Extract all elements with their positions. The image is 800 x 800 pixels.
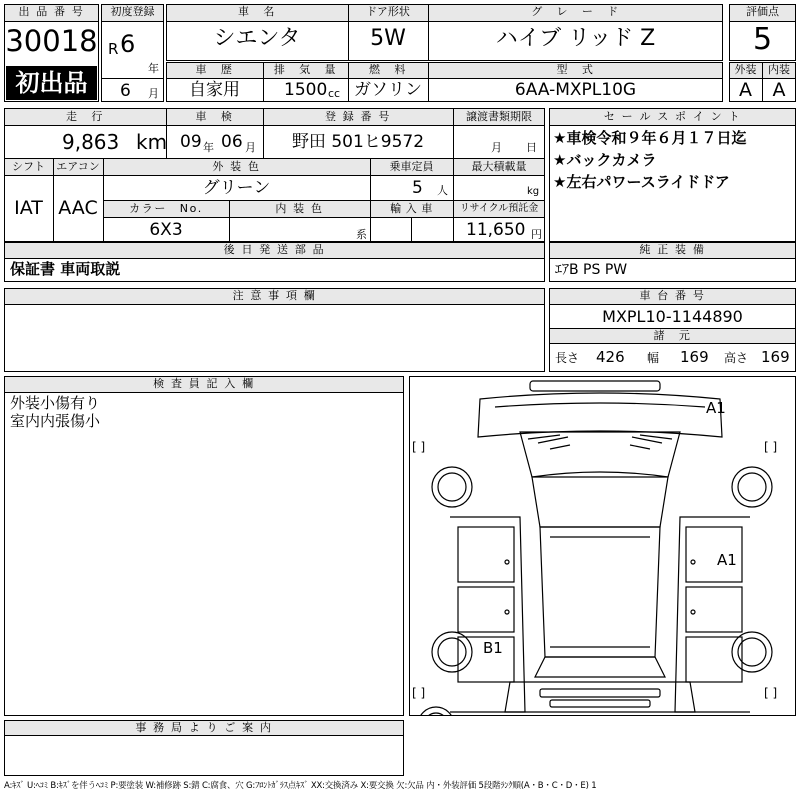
interior-grade: A bbox=[772, 79, 786, 101]
bracket-left-bottom: [ ] bbox=[412, 686, 426, 700]
width: 169 bbox=[680, 348, 709, 366]
model-label: 型 式 bbox=[556, 63, 595, 76]
transfer-doc-label: 譲渡書類期限 bbox=[466, 110, 532, 123]
lot-number-label: 出 品 番 号 bbox=[18, 5, 85, 18]
inspection-month: 06 bbox=[221, 132, 243, 152]
width-label: 幅 bbox=[647, 351, 660, 365]
height-label: 高さ bbox=[724, 351, 749, 365]
damage-mark-right-door: A1 bbox=[717, 551, 737, 569]
int-color-unit: 系 bbox=[356, 228, 367, 241]
inspection-year: 09 bbox=[180, 132, 202, 152]
registration-year: 6 bbox=[120, 30, 136, 58]
damage-mark-left-rear: B1 bbox=[483, 639, 503, 657]
era-mark: R bbox=[108, 40, 119, 58]
caution-label: 注 意 事 項 欄 bbox=[232, 289, 317, 302]
later-parts: 保証書 車両取説 bbox=[10, 260, 121, 278]
sales-point-3: ★左右パワースライドドア bbox=[553, 173, 730, 191]
mileage: 9,863 bbox=[62, 130, 120, 154]
history: 自家用 bbox=[189, 80, 240, 100]
ext-color: グリーン bbox=[202, 178, 271, 198]
plate-number: 野田 501ヒ9572 bbox=[291, 132, 425, 152]
bracket-left-top: [ ] bbox=[412, 440, 426, 454]
chassis-number: MXPL10-1144890 bbox=[602, 307, 743, 326]
displacement-label: 排 気 量 bbox=[273, 63, 338, 76]
transfer-month-unit: 月 bbox=[491, 141, 502, 154]
max-load-label: 最大積載量 bbox=[471, 160, 527, 173]
ext-color-label: 外 装 色 bbox=[212, 160, 261, 173]
height: 169 bbox=[761, 348, 790, 366]
max-load-unit: kg bbox=[527, 186, 540, 197]
car-diagram-svg bbox=[410, 377, 795, 715]
recycle-label: リサイクル預託金 bbox=[459, 203, 539, 214]
equipment-label: 純 正 装 備 bbox=[639, 243, 706, 256]
chassis-label: 車 台 番 号 bbox=[639, 289, 706, 302]
shift-label: シフト bbox=[12, 160, 45, 173]
inspector-note-2: 室内内張傷小 bbox=[10, 412, 101, 430]
displacement: 1500 bbox=[284, 80, 328, 100]
sales-point-1: ★車検令和９年６月１７日迄 bbox=[553, 129, 747, 147]
history-label: 車 歴 bbox=[195, 63, 234, 76]
damage-mark-front: A1 bbox=[706, 399, 726, 417]
ac-label: エアコン bbox=[56, 160, 100, 173]
grade-label: グ レ ー ド bbox=[531, 5, 620, 18]
inspection-label: 車 検 bbox=[195, 110, 234, 123]
year-unit: 年 bbox=[148, 62, 159, 75]
first-listing-badge: 初出品 bbox=[6, 66, 97, 100]
month-unit: 月 bbox=[148, 87, 159, 100]
car-name-label: 車 名 bbox=[238, 5, 276, 18]
car-name: シエンタ bbox=[213, 26, 301, 51]
inspector-label: 検 査 員 記 入 欄 bbox=[153, 377, 255, 390]
later-parts-label: 後 日 発 送 部 品 bbox=[223, 243, 326, 256]
legend: A:ｷｽﾞ U:ﾍｺﾐ B:ｷｽﾞを伴うﾍｺﾐ P:要塗装 W:補修跡 S:錆 C:腐食、穴 G:ﾌﾛﾝﾄｶﾞﾗｽ点ｷｽﾞ XX:交換済み X:要交換 欠:欠品 内・外装評価 5段階ﾗﾝｸ順(A・B・C・D・E) 1 bbox=[4, 781, 597, 791]
recycle-unit: 円 bbox=[531, 228, 542, 241]
inspector-note-1: 外装小傷有り bbox=[10, 394, 101, 412]
inspection-year-unit: 年 bbox=[203, 141, 214, 154]
lot-number: 30018 bbox=[5, 24, 98, 58]
mileage-unit: km bbox=[136, 130, 168, 154]
bracket-right-top: [ ] bbox=[764, 440, 778, 454]
score-label: 評価点 bbox=[746, 5, 779, 18]
ac: AAC bbox=[58, 197, 98, 219]
grade: ハイブ リッド Z bbox=[495, 26, 656, 51]
int-color-label: 内 装 色 bbox=[275, 202, 324, 215]
plate-label: 登 録 番 号 bbox=[324, 110, 392, 123]
color-no: 6X3 bbox=[149, 220, 183, 240]
recycle-fee: 11,650 bbox=[466, 220, 526, 240]
color-no-label: カラー No. bbox=[129, 202, 203, 215]
bracket-right-bottom: [ ] bbox=[764, 686, 778, 700]
interior-label: 内装 bbox=[768, 63, 790, 76]
score: 5 bbox=[752, 22, 773, 57]
length-label: 長さ bbox=[555, 351, 580, 365]
mileage-label: 走 行 bbox=[66, 110, 104, 123]
capacity-label: 乗車定員 bbox=[389, 160, 434, 173]
sales-points-label: セ ー ル ス ポ イ ン ト bbox=[603, 110, 742, 123]
exterior-grade: A bbox=[739, 79, 752, 101]
model-code: 6AA-MXPL10G bbox=[514, 80, 637, 100]
transfer-day-unit: 日 bbox=[526, 141, 537, 154]
equipment: ｴｱB PS PW bbox=[555, 262, 628, 278]
capacity-unit: 人 bbox=[437, 184, 448, 197]
exterior-label: 外装 bbox=[734, 63, 757, 76]
sales-point-2: ★バックカメラ bbox=[553, 151, 657, 169]
fuel-label: 燃 料 bbox=[369, 63, 407, 76]
door-type: 5W bbox=[370, 26, 406, 51]
first-registration-label: 初度登録 bbox=[110, 5, 155, 18]
registration-month: 6 bbox=[120, 81, 131, 101]
import-label: 輸 入 車 bbox=[390, 202, 433, 215]
capacity: 5 bbox=[412, 178, 423, 198]
displacement-unit: cc bbox=[328, 87, 341, 100]
door-label: ドア形状 bbox=[366, 5, 410, 18]
dims-label: 諸 元 bbox=[653, 329, 692, 342]
fuel: ガソリン bbox=[354, 80, 422, 100]
shift: IAT bbox=[14, 197, 43, 219]
length: 426 bbox=[596, 348, 625, 366]
damage-diagram bbox=[409, 376, 796, 716]
inspection-month-unit: 月 bbox=[245, 141, 256, 154]
office-label: 事 務 局 よ り ご 案 内 bbox=[135, 721, 273, 734]
